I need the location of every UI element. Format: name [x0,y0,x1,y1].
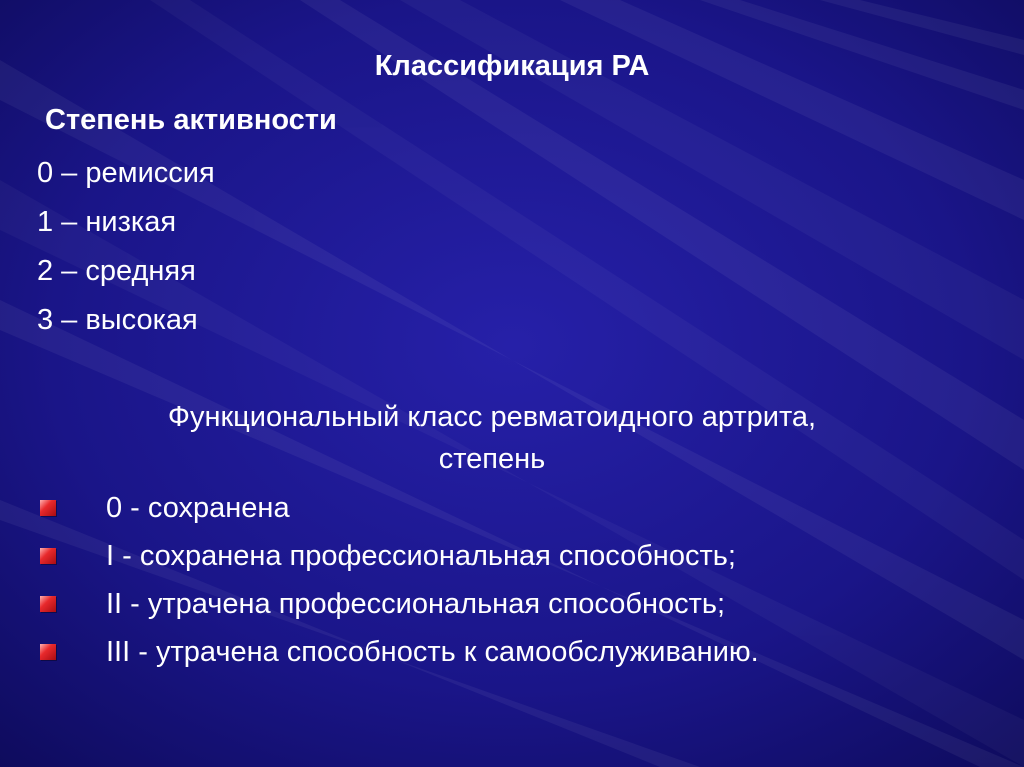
activity-item: 3 – высокая [37,304,198,336]
list-item [40,580,759,628]
list-item [40,532,759,580]
functional-class-heading [0,396,984,480]
functional-class-heading-line2: степень [438,443,546,475]
list-item-text: I - сохранена профессиональная способность; [106,540,736,572]
list-item-text: 0 - сохранена [106,492,290,524]
slide-title: Классификация РА [374,50,650,82]
red-square-bullet-icon [40,548,56,564]
list-item-text: II - утрачена профессиональная способность; [106,588,726,620]
red-square-bullet-icon [40,596,56,612]
activity-item: 2 – средняя [37,255,196,287]
activity-item: 1 – низкая [37,206,177,238]
activity-item: 0 – ремиссия [37,157,215,189]
activity-list [37,149,215,345]
red-square-bullet-icon [40,500,56,516]
functional-class-list [40,484,759,676]
list-item [40,628,759,676]
functional-class-heading-line1: Функциональный класс ревматоидного артрита, [167,401,817,433]
red-square-bullet-icon [40,644,56,660]
activity-heading: Степень активности [45,104,337,136]
list-item-text: III - утрачена способность к самообслуживанию. [106,636,759,668]
list-item [40,484,759,532]
